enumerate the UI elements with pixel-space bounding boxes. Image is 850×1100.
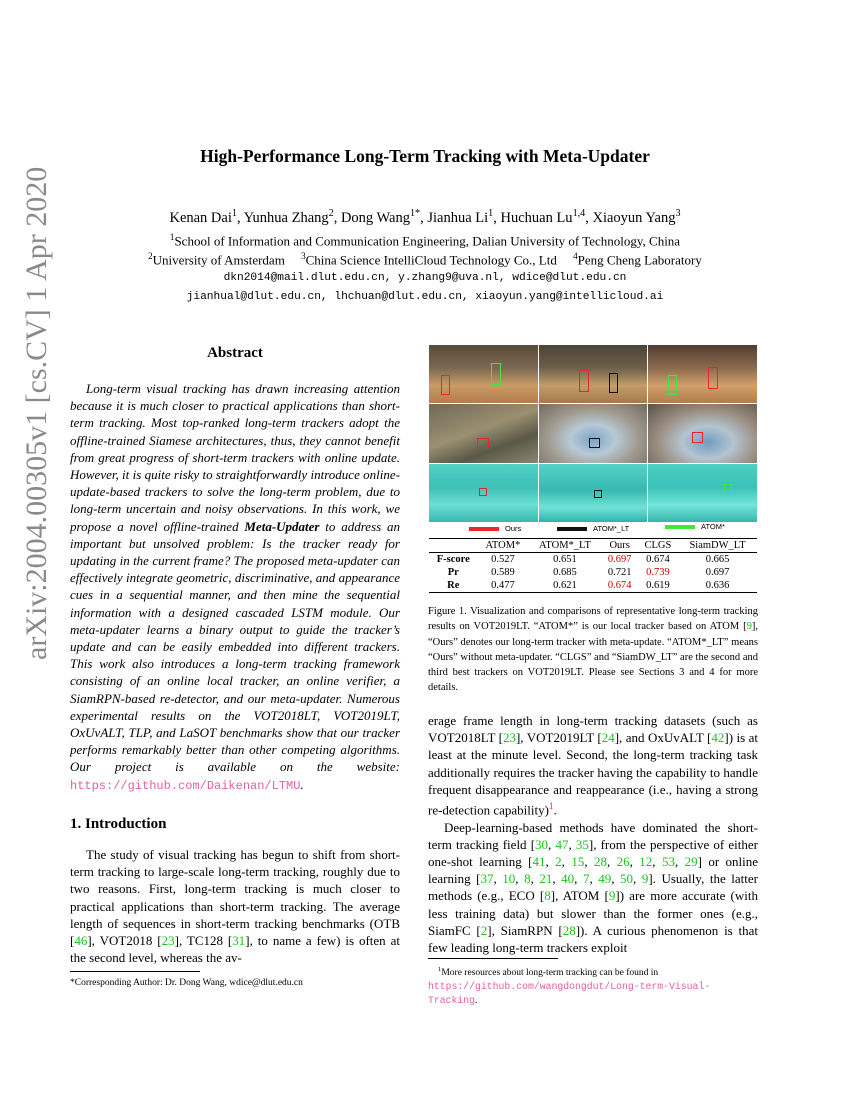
arxiv-id: arXiv:2004.00305v1 [cs.CV] 1 Apr 2020 — [20, 166, 53, 660]
citation-link[interactable]: 15 — [571, 853, 585, 869]
citation-link[interactable]: 9 — [746, 621, 752, 633]
citation-link[interactable]: 8 — [524, 871, 531, 887]
citation-link[interactable]: 40 — [561, 871, 575, 887]
tracking-frame — [648, 464, 757, 522]
author-list: Kenan Dai$^1$, Yunhua Zhang$^2$, Dong Wang$^{1*}$, Jianhua Li$^1$, Huchuan Lu$^{1,4}$, Xiaoyun Yang$^3$ — [169, 208, 681, 226]
tracking-box-atom — [724, 484, 732, 492]
arxiv-stamp — [20, 166, 60, 700]
tracking-frame — [648, 345, 757, 403]
tracking-frame — [539, 464, 648, 522]
tracking-box-ours — [479, 488, 487, 496]
table-row: F-score 0.527 0.651 0.697 0.674 0.665 — [429, 553, 757, 567]
email-line-1: dkn2014@mail.dlut.edu.cn, y.zhang9@uva.nl, wdice@dlut.edu.cn — [223, 272, 627, 284]
tracking-frame — [539, 345, 648, 403]
figure-legend — [455, 524, 755, 538]
tracking-box-atom-lt — [589, 438, 600, 448]
citation-link[interactable]: 30 — [535, 836, 549, 852]
citation-link[interactable]: 31 — [232, 933, 246, 949]
tracking-box-atom-lt — [609, 373, 618, 393]
author-name: Dong Wang$^{1*}$ — [340, 208, 421, 226]
citation-link[interactable]: 23 — [502, 730, 516, 746]
right-column-body: erage frame length in long-term tracking datasets (such as VOT2018LT [23], VOT2019LT [24], and OxUvALT [42]) is at least at the minute level. Second, the long-term tracking task additionally requires the tracker having the capability to handle frequent disappearance and reappearance (i.e., having a strong re-detection capability)$^1$. Deep-learning-based methods have dominated the short-term tracking field [30, 47, 35], from the perspective of either one-shot learning [41, 2, 15, 28, 26, 12, 53, 29] or online learning [37, 10, 8, 21, 40, 7, 49, 50, 9]. Usually, the latter methods (e.g., ECO [8], ATOM [9]) are more accurate (with less training data) but slower than the former ones (e.g., SiamFC [2], SiamRPN [28]). A curious phenomenon is that few leading long-term trackers exploit — [428, 713, 759, 955]
citation-link[interactable]: 2 — [480, 922, 488, 938]
tracking-frame — [648, 404, 757, 462]
results-table — [429, 538, 757, 593]
citation-link[interactable]: 49 — [598, 871, 612, 887]
citation-link[interactable]: 21 — [539, 871, 553, 887]
column-header: CLGS — [638, 539, 678, 553]
table-row: Re 0.477 0.621 0.674 0.619 0.636 — [429, 579, 757, 593]
tracking-frame — [429, 345, 538, 403]
author-name: Xiaoyun Yang$^3$ — [592, 208, 681, 226]
citation-link[interactable]: 28 — [562, 922, 576, 938]
author-name: Kenan Dai$^1$ — [169, 208, 237, 226]
email-line-2: jianhual@dlut.edu.cn, lhchuan@dlut.edu.cn, xiaoyun.yang@intellicloud.ai — [186, 291, 664, 303]
citation-link[interactable]: 12 — [639, 853, 653, 869]
column-header: ATOM*_LT — [528, 539, 601, 553]
citation-link[interactable]: 7 — [582, 871, 590, 887]
tracking-box-ours — [477, 438, 489, 448]
row-label: Pr — [447, 567, 459, 578]
abstract-body: Long-term visual tracking has drawn increasing attention because it is much closer to practical applications than short-term tracking. Most top-ranked long-term trackers adopt the offline-trained Siamese architectures, thus, they cannot benefit from great progress of short-term trackers with online update. However, it is quite risky to straightforwardly introduce online-update-based trackers to solve the long-term problem, due to long-term uncertain and noisy observations. In this work, we propose a novel offline-trained Meta-Updater to address an important but unsolved problem: Is the tracker ready for updating in the current frame? The proposed meta-updater can effectively integrate geometric, discriminative, and appearance cues in a sequential manner, and then mine the sequential information with a designed cascaded LSTM module. Our meta-updater learns a binary output to guide the tracker’s update and can be easily embedded into different trackers. This work also introduces a long-term tracking framework consisting of an online local tracker, an online verifier, a SiamRPN-based re-detector, and our meta-updater. Numerous experimental results on the VOT2018LT, VOT2019LT, OxUvALT, TLP, and LaSOT benchmarks show that our tracker performs remarkably better than other competing algorithms. Our project is available on the website: https://github.com/Daikenan/LTMU. — [70, 381, 400, 793]
column-header: Ours — [602, 539, 638, 553]
author-name: Yunhua Zhang$^2$ — [243, 208, 334, 226]
project-link[interactable]: https://github.com/Daikenan/LTMU — [70, 778, 301, 793]
citation-link[interactable]: 35 — [575, 836, 589, 852]
row-label: Re — [429, 579, 478, 593]
best-score: 0.674 — [602, 579, 638, 593]
citation-link[interactable]: 47 — [555, 836, 569, 852]
tracking-box-ours — [692, 432, 703, 443]
citation-link[interactable]: 9 — [641, 871, 649, 887]
figure-1-caption: Figure 1. Visualization and comparisons of representative long-term tracking results on VOT2019LT. “ATOM*” is our local tracker based on ATOM [9], “Ours” denotes our long-term tracker with meta-update. “ATOM*_LT” means “Ours” without meta-updater. “CLGS” and “SiamDW_LT” are the second and third best trackers on VOT2019LT. Please see Sections 3 and 4 for more details. — [428, 606, 758, 694]
citation-link[interactable]: 28 — [593, 853, 607, 869]
affiliation-line-1: $^1$School of Information and Communication Engineering, Dalian University of Technology, China — [169, 232, 681, 249]
legend-swatch — [665, 525, 695, 529]
section-heading-introduction: 1. Introduction — [70, 816, 167, 832]
column-header: ATOM* — [478, 539, 529, 553]
abstract-heading: Abstract — [207, 345, 263, 361]
resources-link[interactable]: https://github.com/wangdongdut/Long-term-Visual-Tracking — [428, 981, 711, 1007]
footnote-rule — [70, 971, 200, 972]
citation-link[interactable]: 23 — [161, 933, 175, 949]
tracking-box-ours — [579, 370, 589, 392]
table-header-row — [429, 539, 757, 553]
citation-link[interactable]: 37 — [480, 871, 494, 887]
author-name: Jianhua Li$^1$ — [427, 208, 494, 226]
citation-link[interactable]: 29 — [684, 853, 698, 869]
tracking-frame — [429, 464, 538, 522]
legend-item-atom: ATOM* — [665, 522, 725, 531]
citation-link[interactable]: 9 — [608, 888, 616, 904]
best-score: 0.739 — [646, 567, 670, 578]
legend-swatch — [557, 527, 587, 531]
tracking-box-atom — [668, 375, 677, 395]
citation-link[interactable]: 24 — [601, 730, 615, 746]
author-name: Huchuan Lu$^{1,4}$ — [500, 208, 586, 226]
legend-swatch — [469, 527, 499, 531]
citation-link[interactable]: 10 — [502, 871, 516, 887]
figure-1-image-grid — [429, 345, 757, 522]
footnote-rule — [428, 958, 558, 959]
citation-link[interactable]: 53 — [661, 853, 675, 869]
citation-link[interactable]: 50 — [620, 871, 634, 887]
paper-title: High-Performance Long-Term Tracking with Meta-Updater — [200, 146, 650, 166]
intro-paragraph: The study of visual tracking has begun to shift from short-term tracking to large-scale long-term tracking, roughly due to two reasons. First, long-term tracking is much closer to practical applications than short-term tracking. The average length of sequences in short-term tracking benchmarks (OTB [46], VOT2018 [23], TC128 [31], to name a few) is often at the second level, whereas the av- — [70, 847, 400, 966]
best-score: 0.697 — [607, 554, 632, 565]
column-header: SiamDW_LT — [678, 539, 757, 553]
tracking-box-atom-lt — [594, 490, 602, 498]
footnote-marker[interactable]: 1 — [548, 801, 554, 812]
citation-link[interactable]: 8 — [544, 888, 551, 904]
citation-link[interactable]: 2 — [555, 853, 562, 869]
table-row: Pr 0.589 0.685 0.721 0.739 0.697 — [429, 566, 757, 579]
affiliation-line-2: $^2$University of Amsterdam $^3$China Science IntelliCloud Technology Co., Ltd $^4$Peng Cheng Laboratory — [148, 251, 702, 268]
citation-link[interactable]: 46 — [74, 933, 88, 949]
tracking-frame — [429, 404, 538, 462]
corresponding-author-footnote: *Corresponding Author: Dr. Dong Wang, wdice@dlut.edu.cn — [70, 978, 303, 988]
citation-link[interactable]: 42 — [711, 730, 725, 746]
legend-item-ours: Ours — [469, 524, 521, 533]
row-label: F-score — [436, 554, 470, 565]
citation-link[interactable]: 41 — [532, 853, 546, 869]
tracking-box-ours — [441, 375, 450, 395]
citation-link[interactable]: 26 — [616, 853, 630, 869]
legend-item-atom-lt: ATOM*_LT — [557, 524, 629, 533]
tracking-frame — [539, 404, 648, 462]
footnote-1: $^1$More resources about long-term tracking can be found in https://github.com/wangdongdut/Long-term-Visual-Tracking. — [428, 966, 711, 1007]
tracking-box-ours — [708, 367, 718, 389]
tracking-box-atom — [491, 363, 501, 385]
